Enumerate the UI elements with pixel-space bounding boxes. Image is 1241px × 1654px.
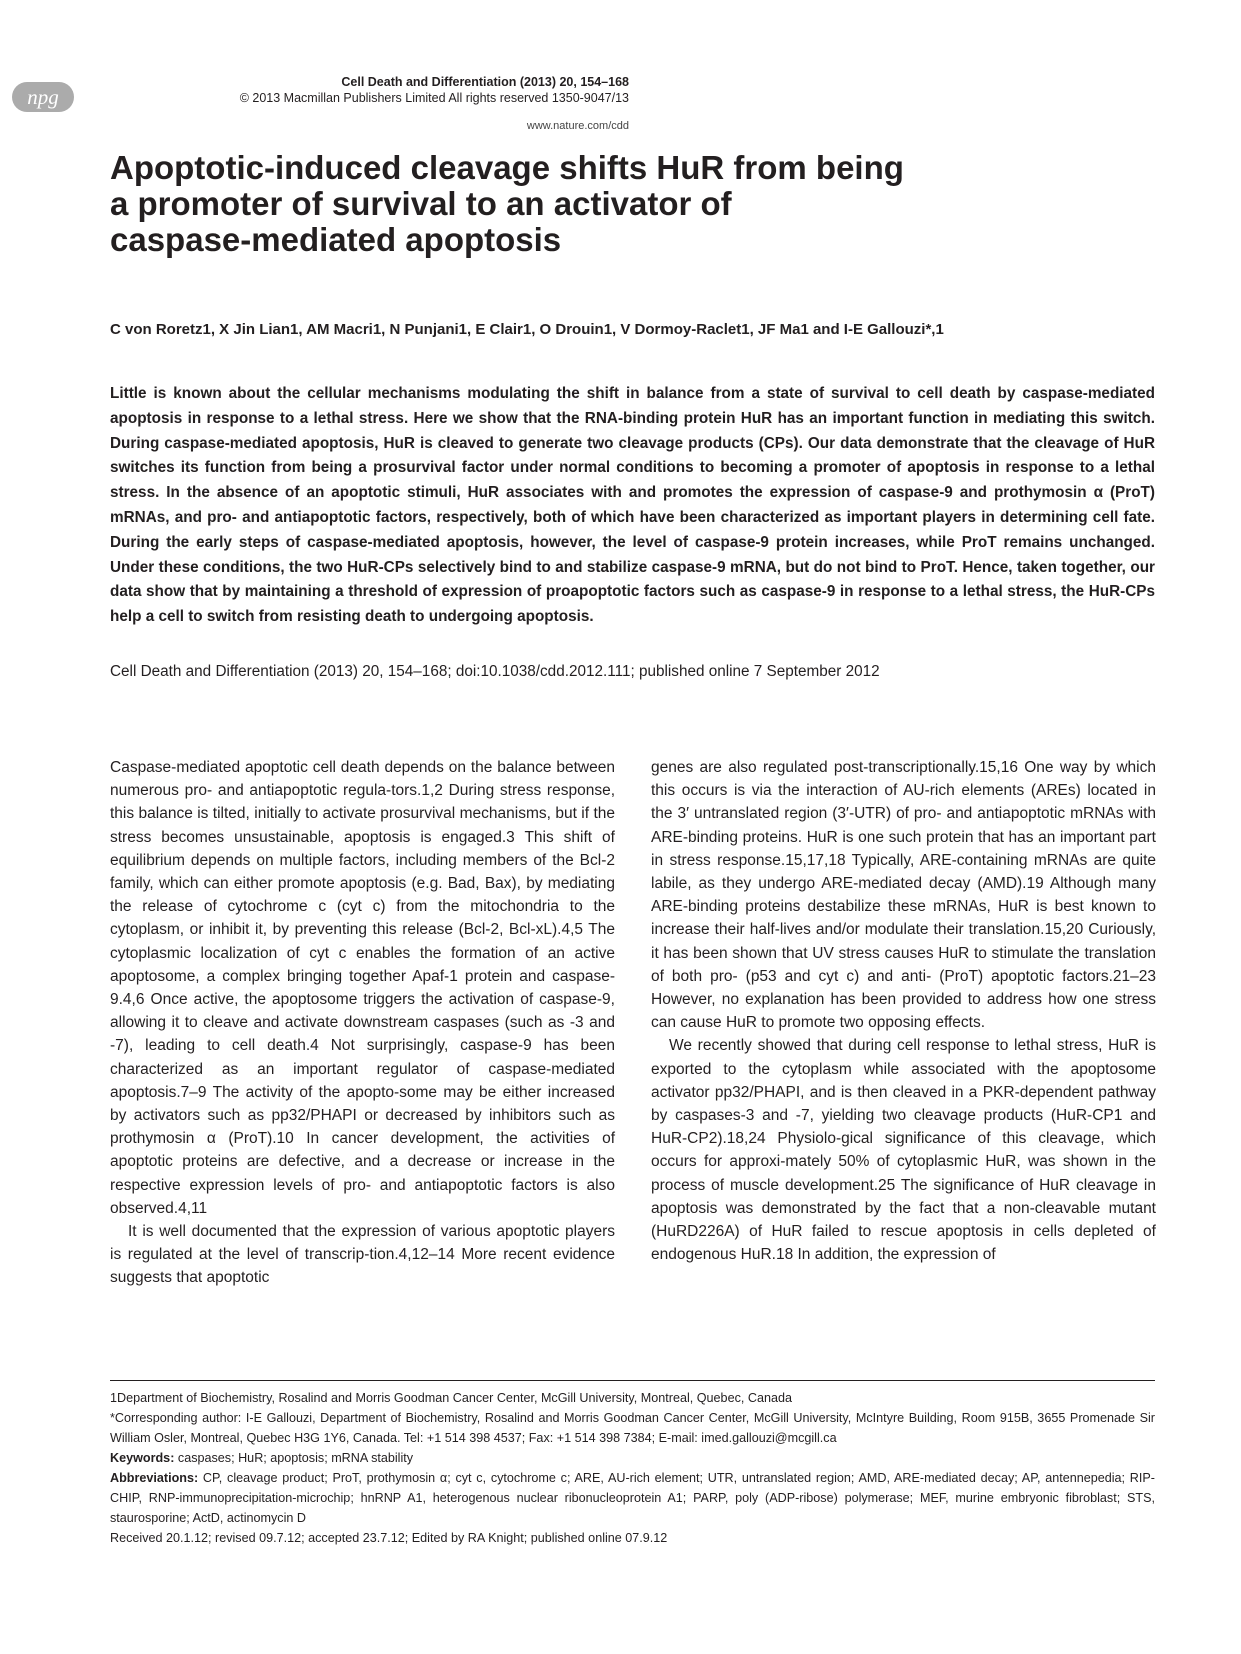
journal-citation-line: Cell Death and Differentiation (2013) 20, 154–168 bbox=[341, 75, 629, 89]
body-paragraph: We recently showed that during cell response to lethal stress, HuR is exported to the cytoplasm while associated with the apoptosome activator pp32/PHAPI, and is then cleaved in a PKR-dependent pathway by caspases-3 and -7, yielding two cleavage products (HuR-CP1 and HuR-CP2).18,24 Physiolo-gical significance of this cleavage, which occurs for approxi-mately 50% of cytoplasmic HuR, was shown in the process of muscle development.25 The significance of HuR cleavage in apoptosis was demonstrated by the fact that a non-cleavable mutant (HuRD226A) of HuR failed to rescue apoptosis in cells depleted of endogenous HuR.18 In addition, the expression of bbox=[651, 1037, 1156, 1264]
abbreviations-text: CP, cleavage product; ProT, prothymosin α; cyt c, cytochrome c; ARE, AU-rich element; UTR, untranslated region; AMD, ARE-mediated decay; AP, antennepedia; RIP-CHIP, RNP-immunoprecipitation-microchip; hnRNP A1, heterogenous nuclear ribonucleoprotein A1; PARP, poly (ADP-ribose) polymerase; MEF, murine embryonic fibroblast; STS, staurosporine; ActD, actinomycin D bbox=[110, 1471, 1155, 1525]
body-paragraph: Caspase-mediated apoptotic cell death depends on the balance between numerous pro- and antiapoptotic regula-tors.1,2 During stress response, this balance is tilted, initially to activate prosurvival mechanisms, but if the stress becomes unsustainable, apoptosis is engaged.3 This shift of equilibrium depends on multiple factors, including members of the Bcl-2 family, which can either promote apoptosis (e.g. Bad, Bax), by mediating the release of cytochrome c (cyt c) from the mitochondria to the cytoplasm, or inhibit it, by preventing this release (Bcl-2, Bcl-xL).4,5 The cytoplasmic localization of cyt c enables the formation of an active apoptosome, a complex bringing together Apaf-1 protein and caspase-9.4,6 Once active, the apoptosome triggers the activation of caspase-9, allowing it to cleave and activate downstream caspases (such as -3 and -7), leading to cell death.4 Not surprisingly, caspase-9 has been characterized as an important regulator of caspase-mediated apoptosis.7–9 The activity of the apopto-some may be either increased by activators such as pp32/PHAPI or decreased by inhibitors such as prothymosin α (ProT).10 In cancer development, the activities of apoptotic proteins are defective, and a decrease or increase in the respective expression levels of pro- and antiapoptotic factors is also observed.4,11 bbox=[110, 759, 615, 1217]
abbreviations-label: Abbreviations: bbox=[110, 1471, 199, 1485]
keywords-line bbox=[110, 1448, 1155, 1468]
abstract: Little is known about the cellular mechanisms modulating the shift in balance from a state of survival to cell death by caspase-mediated apoptosis in response to a lethal stress. Here we show that the RNA-binding protein HuR has an important function in mediating this switch. During caspase-mediated apoptosis, HuR is cleaved to generate two cleavage products (CPs). Our data demonstrate that the cleavage of HuR switches its function from being a prosurvival factor under normal conditions to becoming a promoter of apoptosis in response to a lethal stress. In the absence of an apoptotic stimuli, HuR associates with and promotes the expression of caspase-9 and prothymosin α (ProT) mRNAs, and pro- and antiapoptotic factors, respectively, both of which have been characterized as important players in determining cell fate. During the early steps of caspase-mediated apoptosis, however, the level of caspase-9 protein increases, while ProT remains unchanged. Under these conditions, the two HuR-CPs selectively bind to and stabilize caspase-9 mRNA, but do not bind to ProT. Hence, taken together, our data show that by maintaining a threshold of expression of proapoptotic factors such as caspase-9 in response to a lethal stress, the HuR-CPs help a cell to switch from resisting death to undergoing apoptosis. bbox=[110, 385, 1155, 626]
keywords-label: Keywords: bbox=[110, 1451, 175, 1465]
title-line-3: caspase-mediated apoptosis bbox=[110, 221, 562, 258]
copyright-line: © 2013 Macmillan Publishers Limited All rights reserved 1350-9047/13 bbox=[239, 91, 629, 105]
body-paragraph: genes are also regulated post-transcriptionally.15,16 One way by which this occurs is via the interaction of AU-rich elements (AREs) located in the 3′ untranslated region (3′-UTR) of pro- and antiapoptotic mRNAs with ARE-binding proteins. HuR is one such protein that has an important part in stress response.15,17,18 Typically, ARE-containing mRNAs are quite labile, as they undergo ARE-mediated decay (AMD).19 Although many ARE-binding proteins destabilize these mRNAs, HuR is best known to increase their half-lives and/or modulate their translation.15,20 Curiously, it has been shown that UV stress causes HuR to stimulate the translation of both pro- (p53 and cyt c) and anti- (ProT) apoptotic factors.21–23 However, no explanation has been provided to address how one stress can cause HuR to promote two opposing effects. bbox=[651, 759, 1156, 1032]
title-line-2: a promoter of survival to an activator of bbox=[110, 185, 732, 222]
author-list: C von Roretz1, X Jin Lian1, AM Macri1, N Punjani1, E Clair1, O Drouin1, V Dormoy-Raclet1, JF Ma1 and I-E Gallouzi*,1 bbox=[110, 321, 944, 338]
keywords-text: caspases; HuR; apoptosis; mRNA stability bbox=[177, 1451, 414, 1465]
affiliation-note: 1Department of Biochemistry, Rosalind and Morris Goodman Cancer Center, McGill University, Montreal, Quebec, Canada bbox=[110, 1391, 792, 1405]
article-title bbox=[110, 150, 1110, 258]
article-citation: Cell Death and Differentiation (2013) 20, 154–168; doi:10.1038/cdd.2012.111; published online 7 September 2012 bbox=[110, 663, 880, 680]
body-paragraph: It is well documented that the expression of various apoptotic players is regulated at the level of transcrip-tion.4,12–14 More recent evidence suggests that apoptotic bbox=[110, 1223, 615, 1287]
body-column-right bbox=[651, 756, 1156, 1266]
corresponding-author-note: *Corresponding author: I-E Gallouzi, Department of Biochemistry, Rosalind and Morris Goodman Cancer Center, McGill University, McIntyre Building, Room 915B, 3655 Promenade Sir William Osler, Montreal, Quebec H3G 1Y6, Canada. Tel: +1 514 398 4537; Fax: +1 514 398 7384; E-mail: imed.gallouzi@mcgill.ca bbox=[110, 1411, 1155, 1445]
received-dates: Received 20.1.12; revised 09.7.12; accepted 23.7.12; Edited by RA Knight; published online 07.9.12 bbox=[110, 1531, 668, 1545]
journal-header bbox=[240, 74, 629, 106]
abbreviations-line bbox=[110, 1468, 1155, 1528]
footnotes bbox=[110, 1388, 1155, 1548]
title-line-1: Apoptotic-induced cleavage shifts HuR from being bbox=[110, 149, 904, 186]
footnote-divider bbox=[110, 1380, 1155, 1381]
body-column-left bbox=[110, 756, 615, 1290]
journal-url[interactable]: www.nature.com/cdd bbox=[526, 120, 629, 132]
npg-logo: npg bbox=[12, 82, 74, 112]
